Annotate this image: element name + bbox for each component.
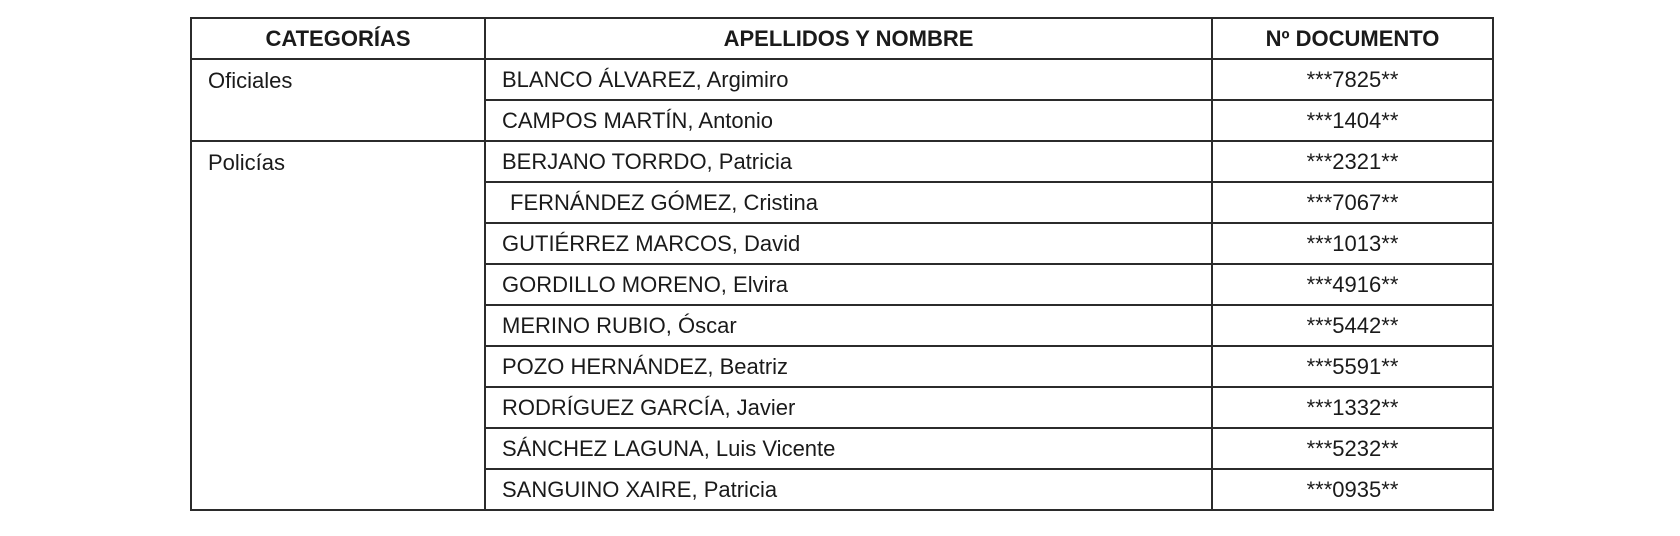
name-cell: BERJANO TORRDO, Patricia <box>485 141 1212 182</box>
document-cell: ***7825** <box>1212 59 1493 100</box>
table-header-row <box>191 18 1493 59</box>
document-cell: ***5232** <box>1212 428 1493 469</box>
document-cell: ***7067** <box>1212 182 1493 223</box>
name-cell: SANGUINO XAIRE, Patricia <box>485 469 1212 510</box>
name-cell: MERINO RUBIO, Óscar <box>485 305 1212 346</box>
name-cell: GORDILLO MORENO, Elvira <box>485 264 1212 305</box>
document-cell: ***4916** <box>1212 264 1493 305</box>
document-cell: ***2321** <box>1212 141 1493 182</box>
name-cell: GUTIÉRREZ MARCOS, David <box>485 223 1212 264</box>
name-cell: FERNÁNDEZ GÓMEZ, Cristina <box>485 182 1212 223</box>
table-row <box>191 141 1493 182</box>
name-cell: RODRÍGUEZ GARCÍA, Javier <box>485 387 1212 428</box>
name-cell: SÁNCHEZ LAGUNA, Luis Vicente <box>485 428 1212 469</box>
table-row <box>191 59 1493 100</box>
document-cell: ***5442** <box>1212 305 1493 346</box>
document-cell: ***1013** <box>1212 223 1493 264</box>
personnel-table <box>190 17 1494 511</box>
document-cell: ***0935** <box>1212 469 1493 510</box>
name-cell: CAMPOS MARTÍN, Antonio <box>485 100 1212 141</box>
name-cell: BLANCO ÁLVAREZ, Argimiro <box>485 59 1212 100</box>
header-document: Nº DOCUMENTO <box>1212 18 1493 59</box>
category-cell: Policías <box>191 141 485 510</box>
header-categories: CATEGORÍAS <box>191 18 485 59</box>
name-cell: POZO HERNÁNDEZ, Beatriz <box>485 346 1212 387</box>
document-cell: ***1332** <box>1212 387 1493 428</box>
document-cell: ***5591** <box>1212 346 1493 387</box>
category-cell: Oficiales <box>191 59 485 141</box>
header-name: APELLIDOS Y NOMBRE <box>485 18 1212 59</box>
document-cell: ***1404** <box>1212 100 1493 141</box>
